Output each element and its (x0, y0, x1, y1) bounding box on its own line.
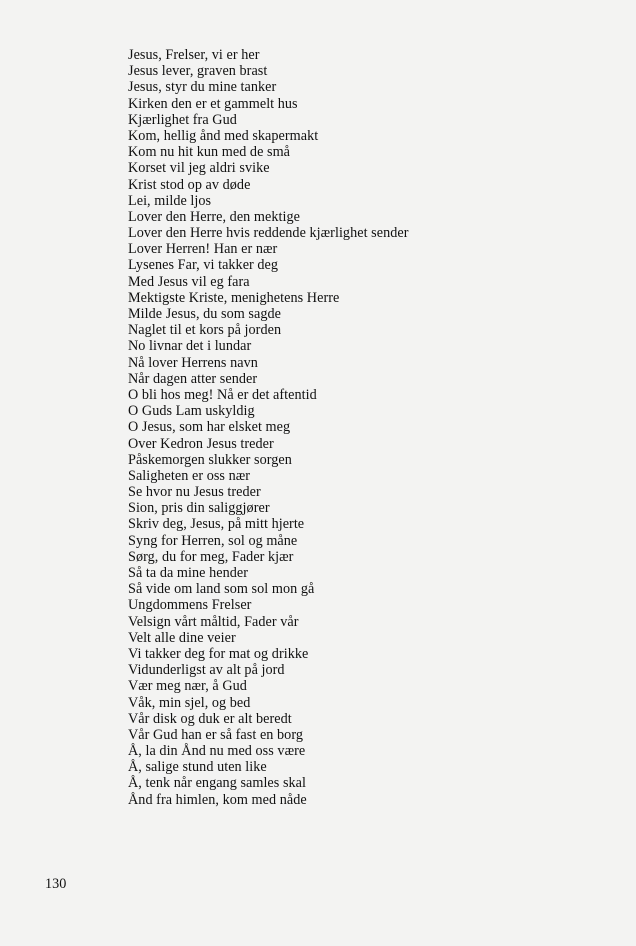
hymn-title-line: Kjærlighet fra Gud (128, 111, 237, 128)
hymn-title-line: Saligheten er oss nær (128, 467, 251, 484)
hymn-title-line: Å, la din Ånd nu med oss være (128, 743, 306, 760)
hymn-title-line: Velsign vårt måltid, Fader vår (128, 613, 299, 630)
hymn-title-line: Kirken den er et gammelt hus (128, 95, 298, 112)
hymn-title-line: Velt alle dine veier (128, 629, 236, 646)
hymn-title-line: Jesus, Frelser, vi er her (128, 47, 260, 63)
hymn-title-line: Syng for Herren, sol og måne (128, 532, 298, 549)
hymn-title-line: Lover den Herre, den mektige (128, 208, 300, 225)
hymn-title-line: Vær meg nær, å Gud (128, 678, 247, 695)
hymn-title-line: O Jesus, som har elsket meg (128, 419, 291, 436)
hymn-title-line: Når dagen atter sender (128, 370, 258, 387)
hymn-title-line: Krist stod op av døde (128, 176, 251, 193)
hymn-title-line: Å, tenk når engang samles skal (128, 775, 307, 792)
hymn-title-line: Sørg, du for meg, Fader kjær (128, 548, 294, 565)
hymn-title-line: O bli hos meg! Nå er det aftentid (128, 386, 317, 403)
hymn-title-line: Se hvor nu Jesus treder (128, 484, 261, 501)
hymn-title-line: Over Kedron Jesus treder (128, 435, 274, 452)
hymn-title-line: No livnar det i lundar (128, 338, 252, 355)
hymn-title-line: Ungdommens Frelser (128, 597, 252, 614)
hymn-title-line: Naglet til et kors på jorden (128, 322, 282, 339)
page-number: 130 (45, 876, 67, 892)
hymn-title-line: Jesus, styr du mine tanker (128, 79, 277, 96)
hymn-title-line: Lysenes Far, vi takker deg (128, 257, 279, 274)
hymn-title-line: Mektigste Kriste, menighetens Herre (128, 289, 340, 306)
hymn-title-line: Sion, pris din saliggjører (128, 500, 270, 517)
hymn-title-line: Med Jesus vil eg fara (128, 273, 250, 290)
hymn-title-list (128, 47, 408, 808)
hymn-title-line: Vi takker deg for mat og drikke (128, 645, 309, 662)
hymn-title-line: Så vide om land som sol mon gå (128, 581, 315, 598)
hymn-title-line: Milde Jesus, du som sagde (128, 306, 281, 322)
hymn-title-line: Nå lover Herrens navn (128, 354, 258, 371)
hymn-title-line: Korset vil jeg aldri svike (128, 160, 270, 177)
hymn-title-line: Å, salige stund uten like (128, 759, 267, 776)
hymn-title-line: Jesus lever, graven brast (128, 63, 268, 80)
hymn-title-line: Skriv deg, Jesus, på mitt hjerte (128, 516, 305, 533)
hymn-title-line: Kom, hellig ånd med skapermakt (128, 127, 319, 144)
hymn-title-line: Lover Herren! Han er nær (128, 241, 278, 258)
hymn-title-line: Påskemorgen slukker sorgen (128, 451, 292, 468)
hymn-title-line: Lover den Herre hvis reddende kjærlighet sender (128, 225, 409, 242)
hymn-title-line: Vår Gud han er så fast en borg (128, 726, 303, 743)
hymn-title-line: Kom nu hit kun med de små (128, 144, 291, 161)
hymn-title-line: Vår disk og duk er alt beredt (128, 710, 292, 727)
hymn-title-line: Vidunderligst av alt på jord (128, 662, 285, 679)
hymn-title-line: Våk, min sjel, og bed (128, 694, 251, 711)
hymn-title-line: Ånd fra himlen, kom med nåde (128, 791, 307, 808)
hymn-title-line: Lei, milde ljos (128, 192, 212, 209)
hymn-title-line: Så ta da mine hender (128, 565, 248, 581)
hymn-title-line: O Guds Lam uskyldig (128, 403, 255, 420)
